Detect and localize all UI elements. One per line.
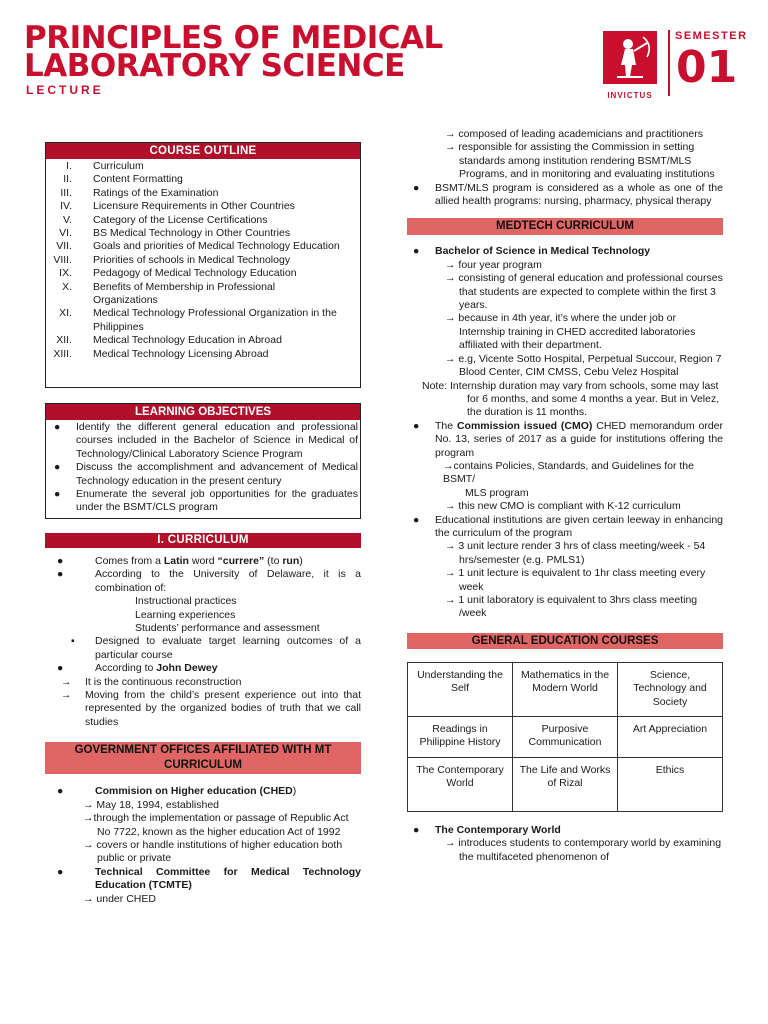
outline-item-text: Content Formatting <box>93 173 183 186</box>
list-item: ● According to John Dewey <box>57 662 218 675</box>
logo-text: INVICTUS <box>607 91 653 100</box>
document-title <box>24 20 443 84</box>
outline-item <box>46 334 360 347</box>
title-line-1: PRINCIPLES OF MEDICAL <box>24 20 443 56</box>
table-cell: Ethics <box>618 757 723 811</box>
document-subtitle: LECTURE <box>26 83 104 97</box>
outline-item <box>46 240 360 253</box>
outline-item-text: BS Medical Technology in Other Countries <box>93 227 291 240</box>
list-item: ● Discuss the accomplishment and advancement of Medical Technology education in the present century <box>54 461 358 487</box>
outline-item-number: VIII. <box>53 253 72 266</box>
combo-item: Instructional practices <box>135 595 237 608</box>
medtech-curriculum-heading: MEDTECH CURRICULUM <box>407 218 723 235</box>
table-cell: The Contemporary World <box>408 757 513 811</box>
table-cell: The Life and Works of Rizal <box>513 757 618 811</box>
outline-item-number: I. <box>66 160 72 172</box>
list-item: ● The Contemporary World <box>413 823 561 836</box>
right-column: → composed of leading academicians and practitioners → responsible for assisting the Commission in setting standards among institution rendering BSMT/MLS Programs, and in monitoring and evaluating institutions ● BSMT/MLS program is considered as a whole as one of the allied health programs: nursing, pharmacy, physical therapy MEDTECH CURRICULUM ● Bachelor of Science in Medical Technology → four year program → consisting of general education and professional courses that students are expected to complete within the first 3 years. → because in 4th year, it’s where the under job or Internship training in CHED accredited laboratories affiliated with their department. → e.g, Vicente Sotto Hospital, Perpetual Succour, Region 7 Blood Center, CIM CMSS, Cebu Velez Hospital Note: Internship duration may vary from schools, some may last for 6 months, and some 4 months a year. But in Velez, the duration is 11 months. ● The Commission issued (CMO) CHED memorandum order No. 13, series of 2017 as a guide for institutions offering the program →contains Policies, Standards, and Guidelines for the BSMT/ MLS program → this new CMO is compliant with K-12 curriculum ● Educational institutions are given certain leeway in enhancing the curriculum of the program → 3 unit lecture render 3 hrs of class meeting/week - 54 hrs/semester (e.g. PMLS1) → 1 unit lecture is equivalent to 1hr class meeting every week → 1 unit laboratory is equivalent to 3hrs class meeting /week GENERAL EDUCATION COURSES Understanding the Self Mathematics in the Modern World Science, Technology and Society Readings in Philippine History Purposive Communication Art Appreciation The Contemporary World The Life and Works of Rizal Ethics ● The Contemporary World → introduces students to contemporary world by examining the multifaceted phenomenon of <box>407 128 723 864</box>
header-divider <box>668 30 670 96</box>
curriculum-section <box>45 555 361 729</box>
gov-offices-heading: GOVERNMENT OFFICES AFFILIATED WITH MT CURRICULUM <box>45 742 361 774</box>
outline-item <box>46 254 360 267</box>
semester-number: 01 <box>676 42 738 93</box>
left-column <box>45 142 361 906</box>
outline-item-number: VI. <box>59 227 72 240</box>
table-row <box>408 662 723 716</box>
gen-ed-table <box>407 662 723 812</box>
list-item: ● According to the University of Delaware, it is a combination of: <box>57 568 361 594</box>
outline-item <box>46 281 360 308</box>
outline-item-text: Benefits of Membership in Professional Organizations <box>93 280 276 307</box>
curriculum-heading: I. CURRICULUM <box>45 533 361 548</box>
course-outline <box>45 142 361 388</box>
outline-item <box>46 307 360 334</box>
table-cell: Art Appreciation <box>618 716 723 757</box>
outline-item-number: IX. <box>59 267 72 280</box>
list-item: ● The Commission issued (CMO) CHED memorandum order No. 13, series of 2017 as a guide for institutions offering the program <box>413 419 724 459</box>
archer-icon <box>603 31 657 84</box>
outline-item-text: Curriculum <box>93 160 144 172</box>
table-cell: Mathematics in the Modern World <box>513 662 618 716</box>
outline-item-number: VII. <box>56 240 72 253</box>
outline-item <box>46 348 360 361</box>
outline-item <box>46 214 360 227</box>
learning-objectives-title: LEARNING OBJECTIVES <box>46 404 360 420</box>
outline-item-number: II. <box>63 173 72 186</box>
outline-item-text: Medical Technology Licensing Abroad <box>93 347 269 360</box>
list-item: ● Educational institutions are given certain leeway in enhancing the curriculum of the program <box>413 513 723 539</box>
table-row <box>408 757 723 811</box>
outline-item-number: IV. <box>60 200 72 213</box>
outline-item <box>46 173 360 186</box>
table-cell: Understanding the Self <box>408 662 513 716</box>
list-item: → Moving from the child’s present experience out into that represented by the organized bodies of truth that we call studies <box>61 689 361 728</box>
combo-item: Students’ performance and assessment <box>135 622 320 635</box>
outline-item <box>46 160 360 173</box>
outline-item-number: V. <box>63 213 72 226</box>
contemporary-section: ● The Contemporary World → introduces students to contemporary world by examining the multifaceted phenomenon of <box>407 824 723 864</box>
outline-item-text: Medical Technology Education in Abroad <box>93 334 282 347</box>
outline-item-number: XIII. <box>53 347 72 360</box>
list-item: ● Technical Committee for Medical Technology Education (TCMTE) <box>57 865 361 892</box>
outline-item <box>46 267 360 280</box>
gov-offices-section: ● Commision on Higher education (CHED) → May 18, 1994, established →through the implementation or passage of Republic Act No 7722, known as the higher education Act of 1992 → covers or handle institutions of higher education both public or private ● Technical Committee for Medical Technology Education (TCMTE) → under CHED <box>45 785 361 906</box>
table-cell: Readings in Philippine History <box>408 716 513 757</box>
medtech-section: ● Bachelor of Science in Medical Technology → four year program → consisting of general education and professional courses that students are expected to complete within the first 3 years. → because in 4th year, it’s where the under job or Internship training in CHED accredited laboratories affiliated with their department. → e.g, Vicente Sotto Hospital, Perpetual Succour, Region 7 Blood Center, CIM CMSS, Cebu Velez Hospital Note: Internship duration may vary from schools, some may last for 6 months, and some 4 months a year. But in Velez, the duration is 11 months. ● The Commission issued (CMO) CHED memorandum order No. 13, series of 2017 as a guide for institutions offering the program →contains Policies, Standards, and Guidelines for the BSMT/ MLS program → this new CMO is compliant with K-12 curriculum ● Educational institutions are given certain leeway in enhancing the curriculum of the program → 3 unit lecture render 3 hrs of class meeting/week - 54 hrs/semester (e.g. PMLS1) → 1 unit lecture is equivalent to 1hr class meeting every week → 1 unit laboratory is equivalent to 3hrs class meeting /week <box>407 245 723 620</box>
table-cell: Science, Technology and Society <box>618 662 723 716</box>
combo-item: Learning experiences <box>135 608 236 621</box>
list-item: ● Identify the different general education and professional courses included in the Bachelor of Science in Medical of Technology/Clinical Laboratory Science Program <box>54 421 358 460</box>
note: Note: Internship duration may vary from schools, some may last for 6 months, and some 4 months a year. But in Velez, the duration is 11 months. <box>422 379 720 419</box>
table-row <box>408 716 723 757</box>
learning-objectives <box>45 403 361 519</box>
outline-item-text: Pedagogy of Medical Technology Education <box>93 267 297 280</box>
gen-ed-heading: GENERAL EDUCATION COURSES <box>407 633 723 649</box>
outline-item <box>46 227 360 240</box>
list-item: ● BSMT/MLS program is considered as a whole as one of the allied health programs: nursing, pharmacy, physical therapy <box>413 181 723 208</box>
outline-item-text: Goals and priorities of Medical Technology Education <box>93 240 340 253</box>
list-item: ● Bachelor of Science in Medical Technology <box>413 245 651 258</box>
invictus-logo <box>603 31 657 84</box>
course-outline-list <box>46 159 360 361</box>
list-item: → It is the continuous reconstruction <box>61 675 242 688</box>
list-item: ● Comes from a Latin word “currere” (to run) <box>57 555 303 567</box>
list-item: ▪ Designed to evaluate target learning outcomes of a particular course <box>71 635 361 661</box>
list-item: ● Commision on Higher education (CHED) <box>57 785 297 798</box>
outline-item-number: III. <box>60 186 72 199</box>
course-outline-title: COURSE OUTLINE <box>46 143 360 159</box>
outline-item <box>46 187 360 200</box>
list-item: ● Enumerate the several job opportunities for the graduates under the BSMT/CLS program <box>54 488 358 514</box>
title-line-2: LABORATORY SCIENCE <box>24 48 405 84</box>
outline-item-text: Medical Technology Professional Organization in the Philippines <box>93 307 337 333</box>
outline-item <box>46 200 360 213</box>
outline-item-text: Ratings of the Examination <box>93 186 219 199</box>
semester-label: SEMESTER <box>675 30 748 42</box>
learning-objectives-list <box>46 420 360 515</box>
outline-item-number: XII. <box>56 334 72 347</box>
outline-item-text: Licensure Requirements in Other Countries <box>93 200 295 213</box>
outline-item-text: Priorities of schools in Medical Technology <box>93 253 291 266</box>
outline-item-number: X. <box>62 280 72 293</box>
outline-item-text: Category of the License Certifications <box>93 213 268 226</box>
table-cell: Purposive Communication <box>513 716 618 757</box>
outline-item-number: XI. <box>59 307 72 320</box>
